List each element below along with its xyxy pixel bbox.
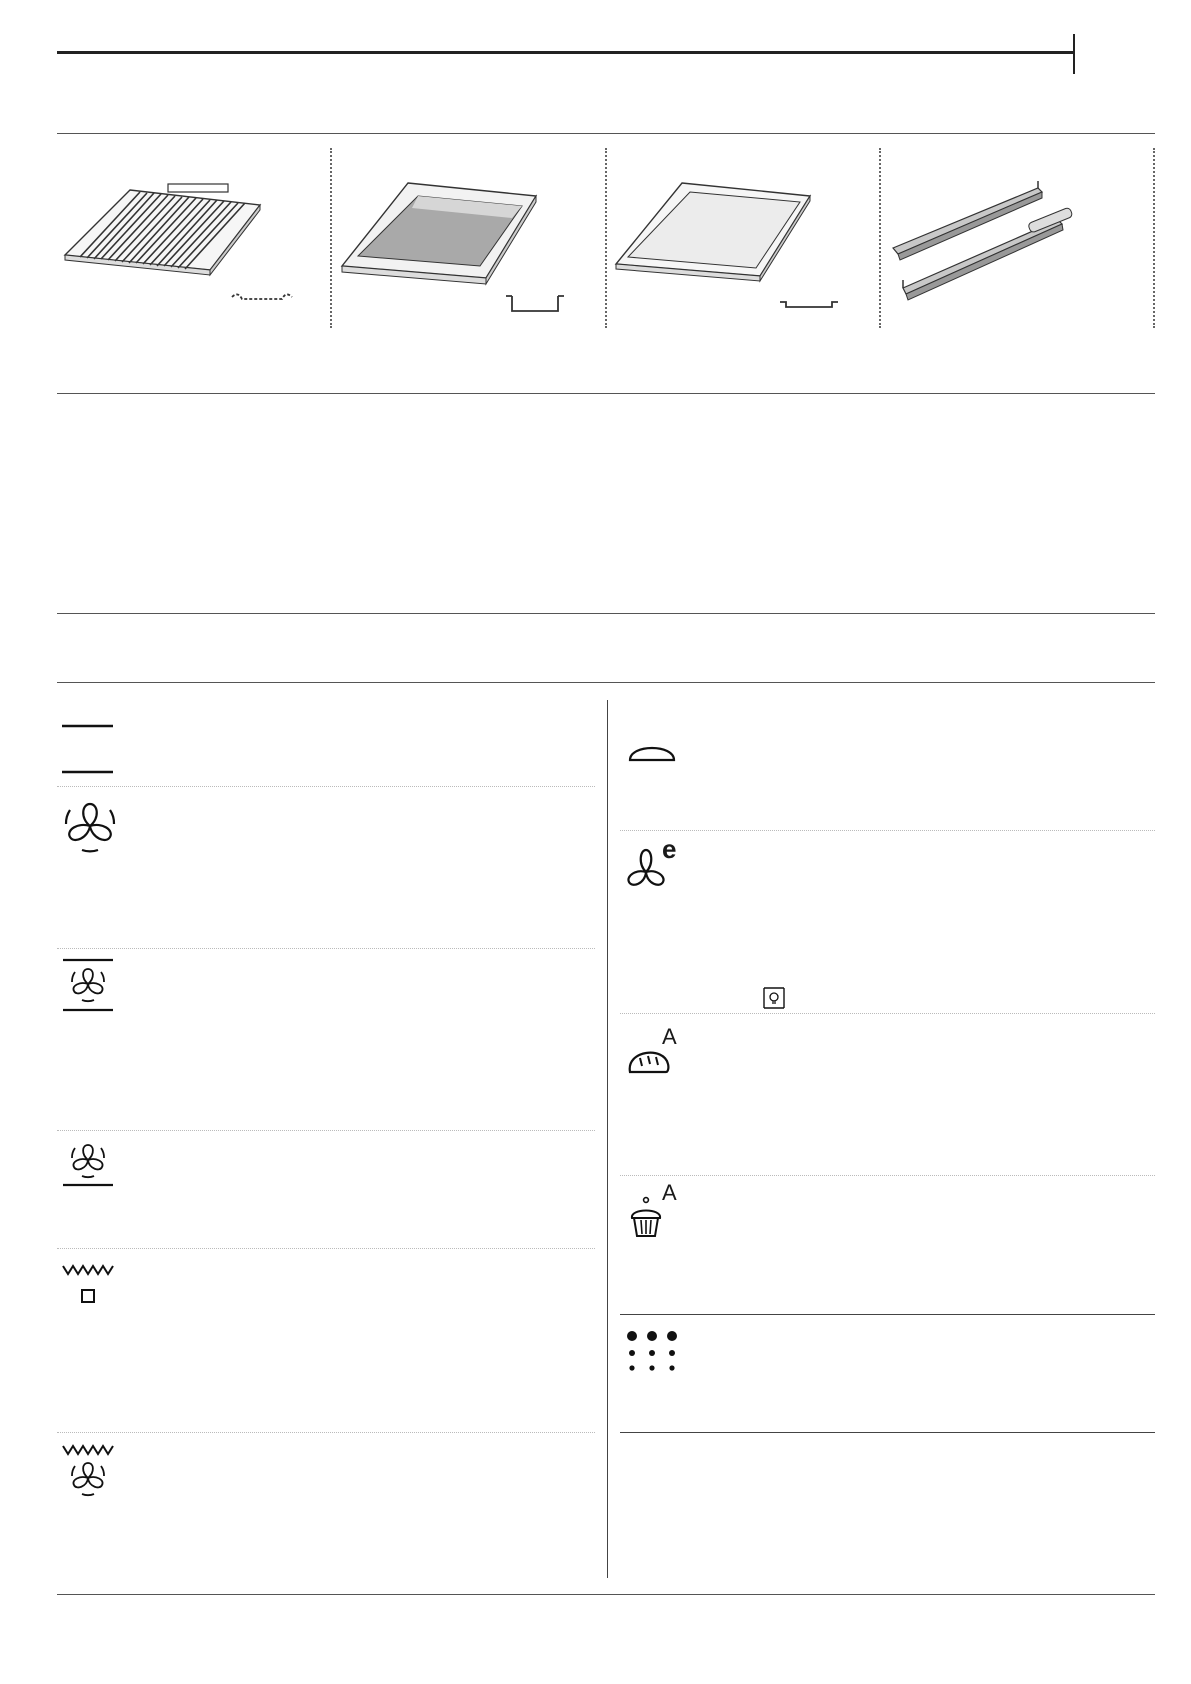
row-divider bbox=[620, 1013, 1155, 1014]
wire-shelf-illustration bbox=[60, 175, 300, 315]
conventional-heating-icon bbox=[62, 720, 114, 776]
row-divider bbox=[620, 1175, 1155, 1176]
row-divider bbox=[57, 1248, 595, 1249]
deep-pan-illustration bbox=[340, 178, 580, 318]
section-rule bbox=[57, 133, 1155, 134]
eco-superscript: e bbox=[662, 834, 677, 864]
baking-tray-illustration bbox=[614, 178, 854, 318]
sliding-rails-illustration bbox=[888, 178, 1088, 308]
grill-icon bbox=[62, 1262, 116, 1308]
column-divider bbox=[607, 700, 608, 1578]
section-rule bbox=[57, 393, 1155, 394]
oven-lamp-icon bbox=[762, 986, 786, 1010]
row-divider-solid bbox=[620, 1314, 1155, 1315]
row-divider bbox=[57, 948, 595, 949]
fan-with-bottom-heat-icon bbox=[62, 1140, 116, 1188]
row-divider bbox=[620, 830, 1155, 831]
hot-air-fan-icon bbox=[62, 798, 118, 854]
footer-rule bbox=[57, 1594, 1155, 1595]
auto-cake-superscript: A bbox=[662, 1180, 677, 1205]
bottom-heat-oval-icon bbox=[626, 738, 680, 766]
section-rule bbox=[57, 613, 1155, 614]
auto-bread-superscript: A bbox=[662, 1024, 677, 1049]
panel-divider bbox=[1153, 148, 1155, 328]
grill-with-fan-icon bbox=[62, 1442, 116, 1500]
panel-divider bbox=[879, 148, 881, 328]
eco-fan-icon bbox=[626, 842, 686, 894]
header-tick bbox=[1073, 34, 1075, 74]
row-divider-solid bbox=[620, 1432, 1155, 1433]
row-divider bbox=[57, 786, 595, 787]
fan-with-top-bottom-heat-icon bbox=[62, 958, 116, 1014]
panel-divider bbox=[605, 148, 607, 328]
dot-pattern-icon bbox=[626, 1330, 680, 1376]
section-rule bbox=[57, 682, 1155, 683]
panel-divider bbox=[330, 148, 332, 328]
row-divider bbox=[57, 1432, 595, 1433]
header-rule bbox=[57, 51, 1075, 54]
row-divider bbox=[57, 1130, 595, 1131]
